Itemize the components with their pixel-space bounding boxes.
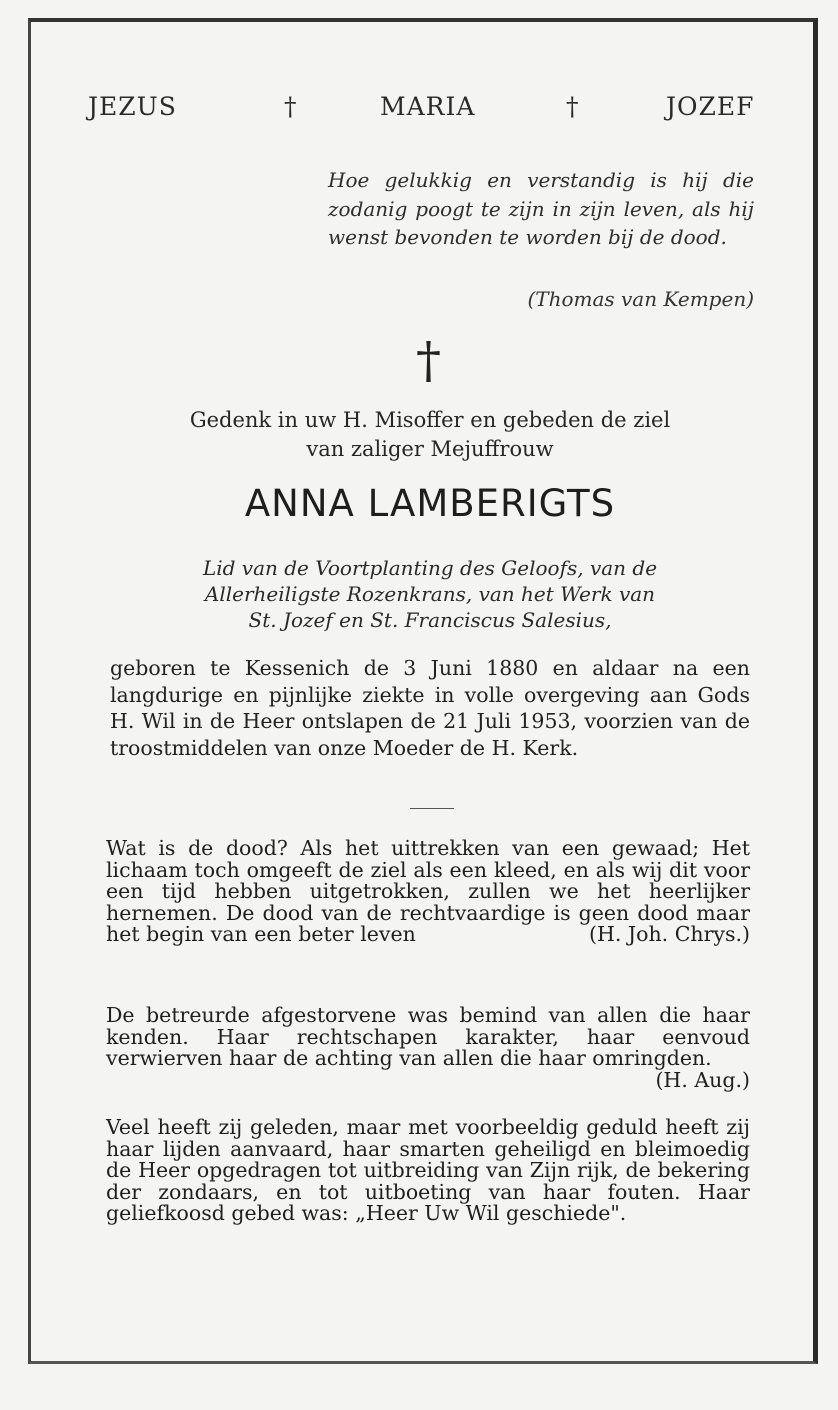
paragraph-text: Wat is de dood? Als het uittrekken van een gewaad; Het lichaam toch omgeeft de ziel als een kleed, en als wij dit voor een tijd hebben uitgetrokken, zullen we het heerlijker hernemen. De dood van de rechtvaardige is geen dood maar het begin van een beter leven <box>106 836 750 946</box>
intro-line-1: Gedenk in uw H. Misoffer en gebeden de ziel <box>189 408 671 432</box>
paragraph-character <box>106 1005 750 1091</box>
membership-line-1: Lid van de Voortplanting des Geloofs, van de <box>202 556 658 580</box>
membership-line-2: Allerheiligste Rozenkrans, van het Werk van <box>204 582 656 606</box>
header-cross-right: † <box>566 92 580 121</box>
paragraph-attribution: (H. Joh. Chrys.) <box>588 922 750 946</box>
header-jezus: JEZUS <box>88 92 177 121</box>
quote-attribution: (Thomas van Kempen) <box>527 287 754 311</box>
paragraph-text: Veel heeft zij geleden, maar met voorbeeldig geduld heeft zij haar lijden aanvaard, haar smarten geheiligd en bleimoedig de Heer opgedragen tot uitbreiding van Zijn rijk, de bekering der zondaars, en tot uitboeting van haar fouten. Haar geliefkoosd gebed was: „Heer Uw Wil geschiede". <box>106 1115 750 1225</box>
header-cross-left: † <box>284 92 298 121</box>
biography-text: geboren te Kessenich de 3 Juni 1880 en aldaar na een langdurige en pijnlijke ziekte in volle overgeving aan Gods H. Wil in de Heer ontslapen de 21 Juli 1953, voorzien van de troostmiddelen van onze Moeder de H. Kerk. <box>110 656 750 760</box>
divider <box>410 808 454 809</box>
opening-quote: Hoe gelukkig en verstandig is hij die zodanig poogt te zijn in zijn leven, als hij wenst bevonden te worden bij de dood. <box>328 168 754 249</box>
paragraph-text: De betreurde afgestorvene was bemind van allen die haar kenden. Haar rechtschapen karakter, haar eenvoud verwierven haar de achting van allen die haar omringden. <box>106 1003 750 1070</box>
cross-icon: † <box>416 331 441 389</box>
membership-text <box>110 555 750 633</box>
membership-line-3: St. Jozef en St. Franciscus Salesius, <box>248 608 612 632</box>
paragraph-attribution: (H. Aug.) <box>655 1067 750 1092</box>
intro-line-2: van zaliger Mejuffrouw <box>306 437 554 461</box>
paragraph-death <box>106 838 750 946</box>
deceased-name: ANNA LAMBERIGTS <box>244 482 616 525</box>
intro-text <box>110 406 750 464</box>
paragraph-suffering <box>106 1117 750 1225</box>
header-jozef: JOZEF <box>666 92 755 121</box>
header-maria: MARIA <box>380 92 476 121</box>
